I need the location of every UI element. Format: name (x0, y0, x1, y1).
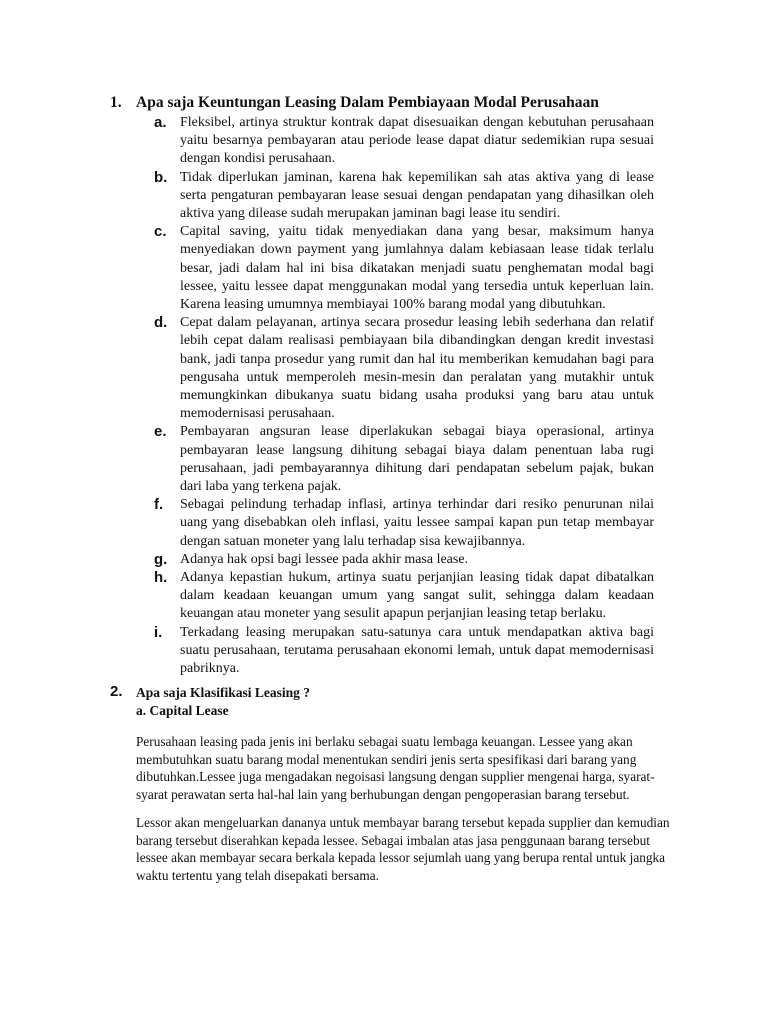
list-item (154, 314, 654, 423)
list-item-text: Terkadang leasing merupakan satu-satunya cara untuk mendapatkan aktiva bagi suatu perusahaan, terutama perusahaan ekonomi lemah, untuk dapat memodernisasi pabriknya. (180, 624, 654, 677)
list-item-letter: i. (154, 623, 163, 641)
list-item-letter: f. (154, 496, 164, 514)
list-item-text: Tidak diperlukan jaminan, karena hak kepemilikan sah atas aktiva yang di lease serta pengaturan pembayaran lease sesuai dengan pendapatan yang dihasilkan oleh aktiva yang dilease sudah merupakan jaminan bagi lease itu sendiri. (180, 169, 654, 222)
advantages-list (154, 114, 654, 678)
list-item-text: Fleksibel, artinya struktur kontrak dapat disesuaikan dengan kebutuhan perusahaan yaitu besarnya pembayaran atau periode lease dapat diatur sedemikian rupa sesuai dengan kondisi perusahaan. (180, 115, 654, 167)
list-item-text: Cepat dalam pelayanan, artinya secara prosedur leasing lebih sederhana dan relatif lebih cepat dalam realisasi pembiayaan bila dibandingkan dengan kredit investasi bank, jadi tanpa prosedur yang rumit dan hal itu memberikan kemudahan bagi para pengusaha untuk memperoleh mesin-mesin dan peralatan yang mutakhir untuk memungkinkan dibukanya suatu bidang usaha produksi yang baru atau untuk memodernisasi perusahaan. (180, 315, 654, 422)
list-item-letter: d. (154, 314, 168, 332)
list-item (154, 496, 654, 551)
list-item-text: Pembayaran angsuran lease diperlakukan sebagai biaya operasional, artinya pembayaran lease langsung dihitung sebagai biaya dalam penentuan laba rugi perusahaan, jadi pembayarannya dihitung dari pendapatan sebelum pajak, bukan dari laba yang terkena pajak. (180, 424, 654, 495)
list-item-text: Adanya hak opsi bagi lessee pada akhir masa lease. (180, 551, 469, 567)
question-1-heading (110, 93, 690, 113)
list-item (154, 169, 654, 224)
list-item-letter: c. (154, 223, 167, 241)
list-item-text: Sebagai pelindung terhadap inflasi, artinya terhindar dari resiko penurunan nilai uang yang disebabkan oleh inflasi, yaitu lessee sampai kapan pun tetap membayar dengan satuan moneter yang lalu terhadap sisa kewajibannya. (180, 497, 654, 549)
capital-lease-paragraph-1: Perusahaan leasing pada jenis ini berlaku sebagai suatu lembaga keuangan. Lessee yang akan membutuhkan suatu barang modal menentukan sendiri jenis serta spesifikasi dari barang yang dibutuhkan.Lessee juga mengadakan negoisasi langsung dengan supplier mengenai harga, syarat-syarat perawatan serta hal-hal lain yang berhubungan dengan pengoperasian barang tersebut. (136, 734, 655, 803)
question-2-subtitle: a. Capital Lease (136, 703, 229, 718)
capital-lease-paragraph-2: Lessor akan mengeluarkan dananya untuk membayar barang tersebut kepada supplier dan kemudian barang tersebut diserahkan kepada lessee. Sebagai imbalan atas jasa penggunaan barang tersebut lessee akan membayar secara berkala kepada lessor sejumlah uang yang berupa rental untuk jangka waktu tertentu yang telah disepakati bersama. (136, 815, 670, 884)
list-item-letter: b. (154, 168, 168, 186)
list-item-letter: a. (154, 114, 167, 131)
question-2-number: 2. (110, 683, 123, 700)
list-item-letter: e. (154, 423, 167, 441)
question-2-title: Apa saja Klasifikasi Leasing ? (136, 685, 311, 700)
list-item-text: Adanya kepastian hukum, artinya suatu perjanjian leasing tidak dapat dibatalkan dalam keadaan keuangan umum yang sangat sulit, sehingga dalam keadaan keuangan atau moneter yang sesulit apapun perjanjian leasing tetap berlaku. (180, 570, 654, 622)
list-item-letter: g. (154, 550, 168, 568)
list-item (154, 624, 654, 679)
list-item (154, 551, 654, 569)
question-1-title: Apa saja Keuntungan Leasing Dalam Pembiayaan Modal Perusahaan (136, 94, 599, 111)
question-1-number: 1. (110, 94, 122, 111)
list-item (154, 114, 654, 169)
list-item (154, 423, 654, 496)
list-item (154, 569, 654, 624)
list-item (154, 223, 654, 314)
list-item-letter: h. (154, 569, 168, 587)
question-1 (110, 93, 690, 677)
list-item-text: Capital saving, yaitu tidak menyediakan dana yang besar, maksimum hanya menyediakan down payment yang jumlahnya dalam kebiasaan lease tidak terlalu besar, jadi dalam hal ini bisa dikatakan menjadi suatu penghematan modal bagi lessee, yaitu lessee dapat menggunakan modal yang tersedia untuk keperluan lain. Karena leasing umumnya membiayai 100% barang modal yang dibutuhkan. (180, 224, 654, 313)
